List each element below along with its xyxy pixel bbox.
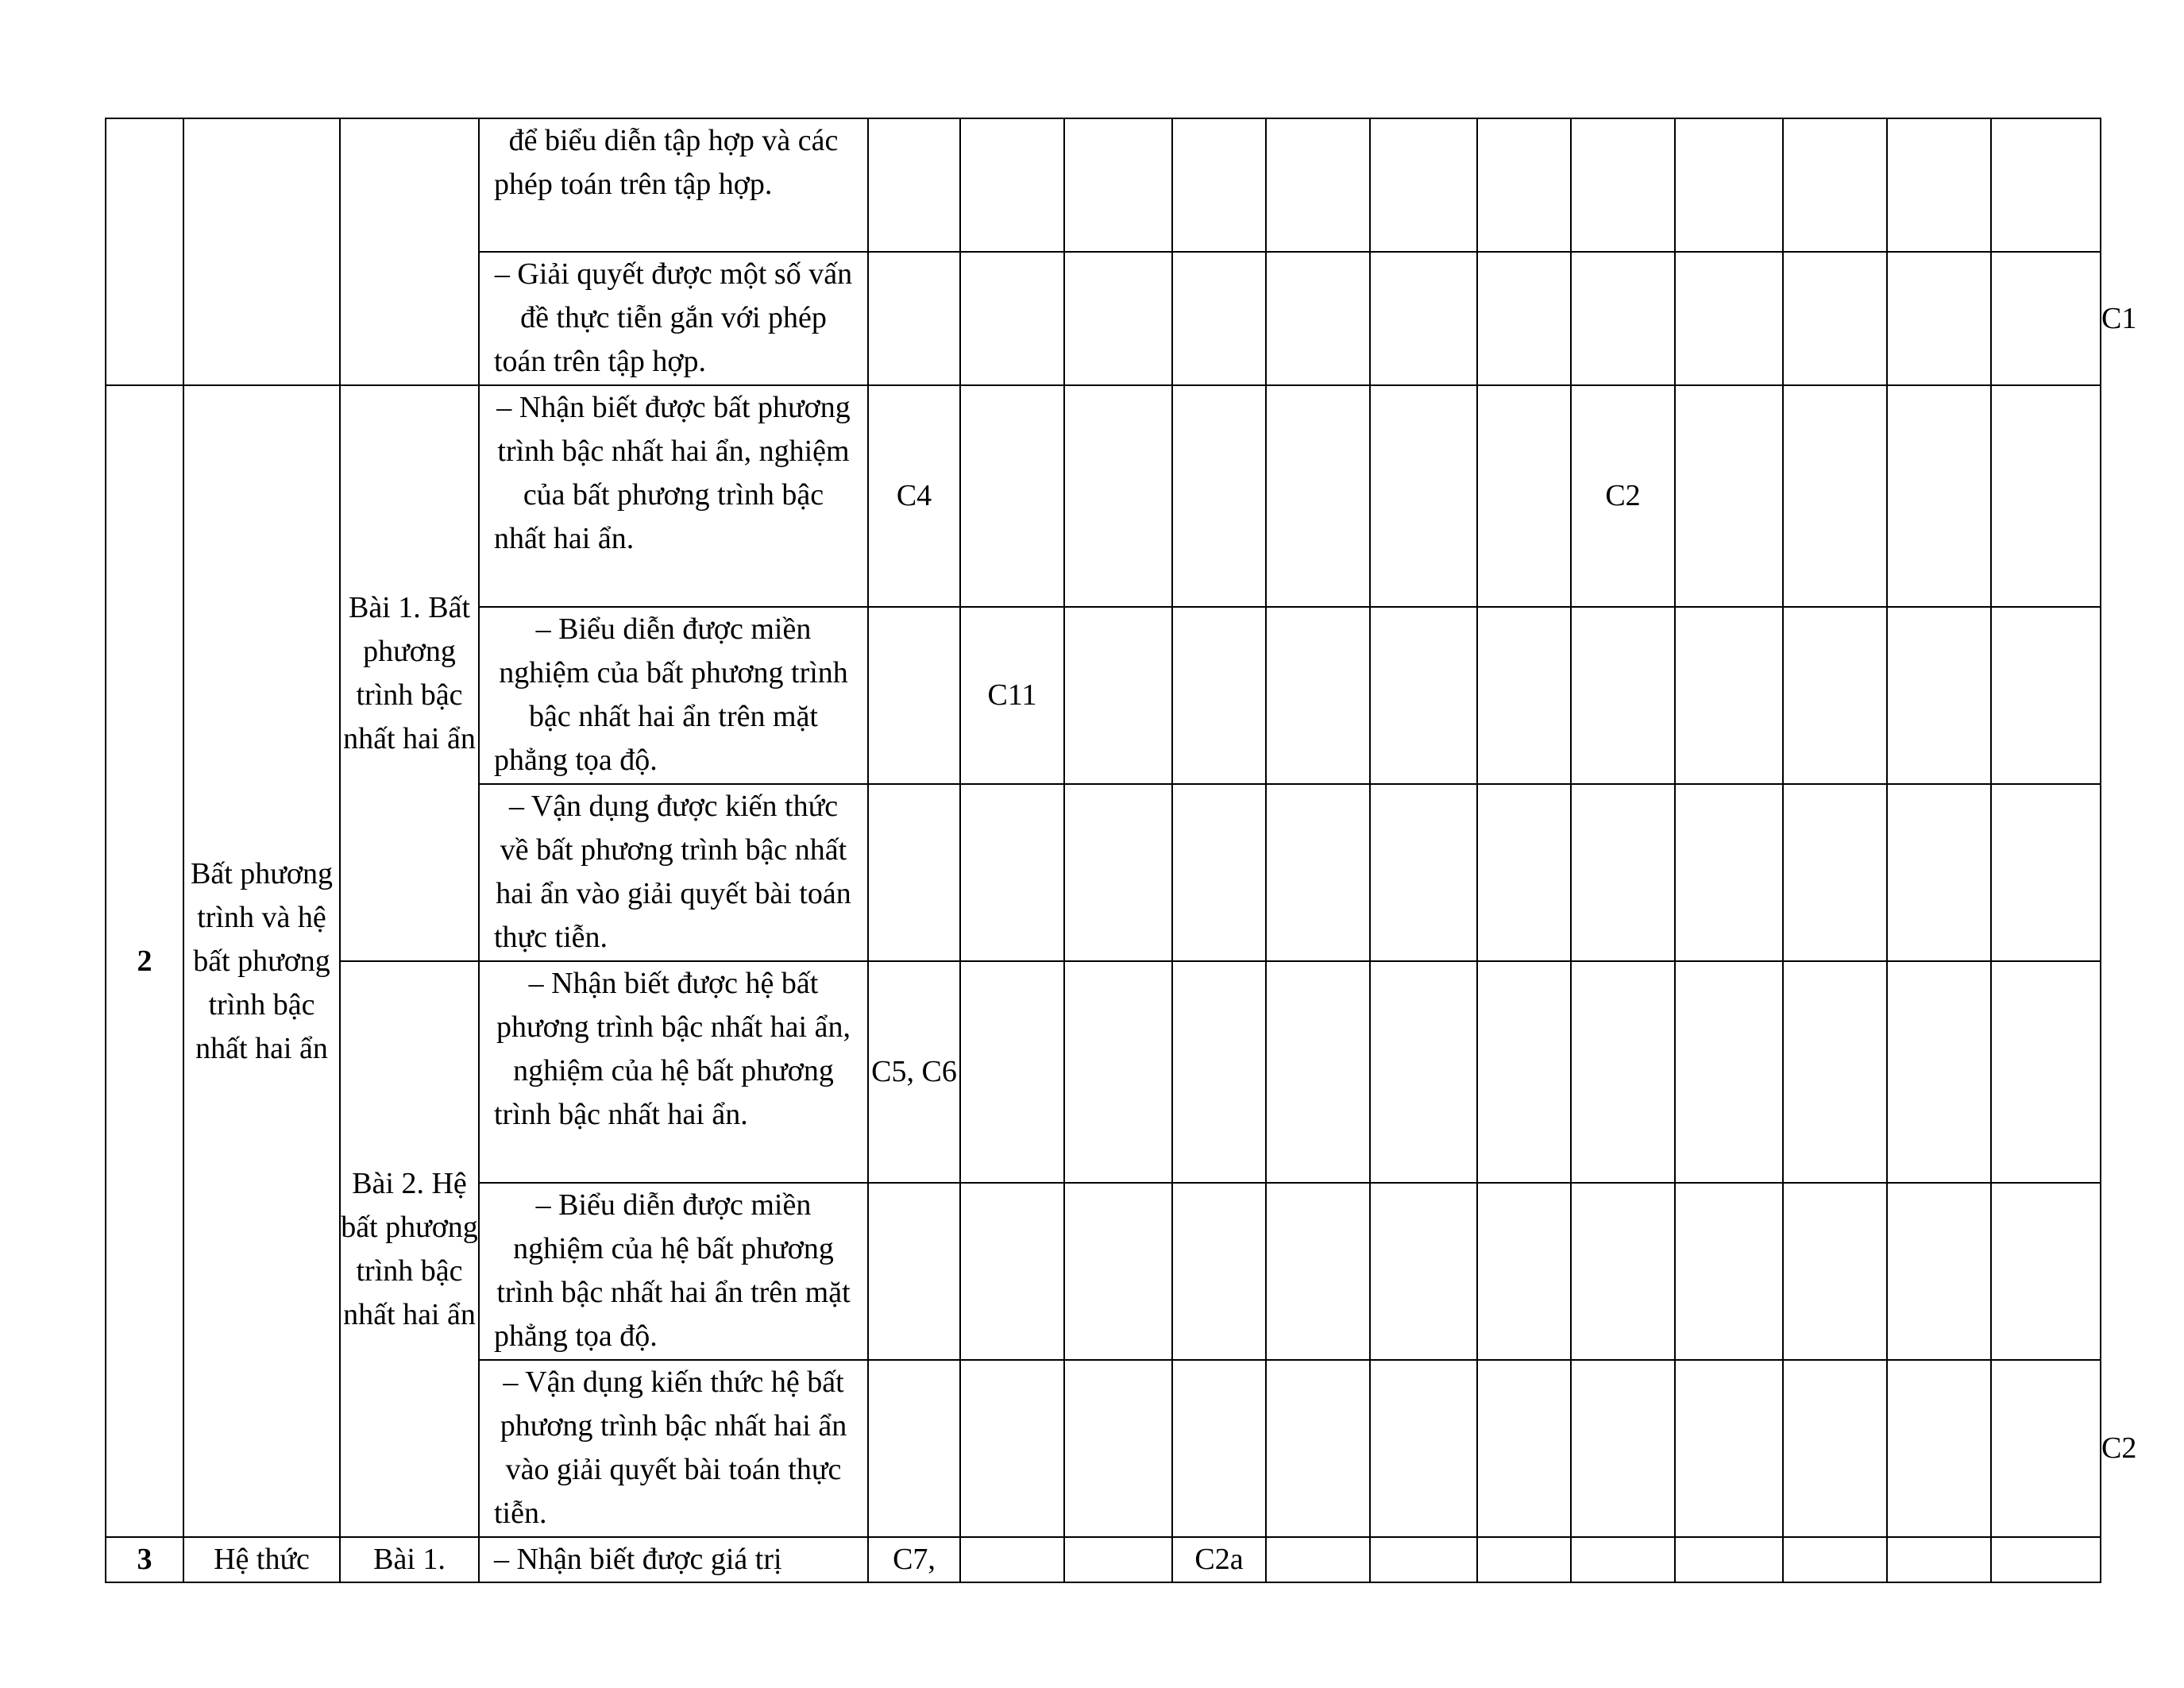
lesson-title: Bài 2. Hệ bất phương trình bậc nhất hai ẩn xyxy=(340,961,479,1537)
question-cell xyxy=(1887,1183,1991,1360)
question-cell: C11 xyxy=(960,607,1064,784)
question-cell xyxy=(1571,252,1675,385)
requirement-description: – Biểu diễn được miền nghiệm của bất phương trình bậc nhất hai ẩn trên mặt phẳng tọa độ. xyxy=(479,607,868,784)
question-cell xyxy=(1266,252,1370,385)
question-cell xyxy=(1370,1537,1477,1582)
question-cell xyxy=(1991,607,2101,784)
question-cell xyxy=(1571,784,1675,961)
question-cell xyxy=(1266,961,1370,1183)
question-cell xyxy=(960,1537,1064,1582)
question-cell xyxy=(1783,1183,1887,1360)
question-cell xyxy=(1370,118,1477,252)
question-cell xyxy=(1064,118,1172,252)
question-cell xyxy=(960,118,1064,252)
question-cell xyxy=(1477,252,1571,385)
question-cell xyxy=(1991,1537,2101,1582)
question-cell xyxy=(1887,607,1991,784)
question-cell xyxy=(1370,607,1477,784)
question-cell xyxy=(1571,1183,1675,1360)
question-cell xyxy=(960,961,1064,1183)
question-cell xyxy=(1991,385,2101,607)
question-cell: C4 xyxy=(868,385,960,607)
question-cell xyxy=(1991,1183,2101,1360)
question-cell xyxy=(960,385,1064,607)
question-cell xyxy=(1266,1360,1370,1537)
chapter-number: 2 xyxy=(106,385,183,1537)
question-cell xyxy=(1266,118,1370,252)
question-cell xyxy=(1783,961,1887,1183)
question-cell xyxy=(1675,1183,1783,1360)
question-cell xyxy=(1477,118,1571,252)
question-cell xyxy=(1675,1537,1783,1582)
table-row: – Giải quyết được một số vấn đề thực tiễn gắn với phép toán trên tập hợp. C1 xyxy=(106,252,2101,385)
question-cell xyxy=(1172,961,1266,1183)
question-cell xyxy=(1783,252,1887,385)
chapter-title: Hệ thức xyxy=(183,1537,340,1582)
question-cell xyxy=(1172,607,1266,784)
question-cell xyxy=(1783,1360,1887,1537)
question-cell xyxy=(1991,784,2101,961)
question-cell xyxy=(1266,607,1370,784)
question-cell xyxy=(1991,1360,2101,1537)
question-cell xyxy=(1887,1537,1991,1582)
chapter-title: Bất phương trình và hệ bất phương trình bậc nhất hai ẩn xyxy=(183,385,340,1537)
table-row xyxy=(106,118,2101,252)
requirement-description: – Vận dụng kiến thức hệ bất phương trình bậc nhất hai ẩn vào giải quyết bài toán thực tiễn. xyxy=(479,1360,868,1537)
question-cell xyxy=(1477,961,1571,1183)
question-cell xyxy=(1783,385,1887,607)
question-cell xyxy=(1991,252,2101,385)
question-cell xyxy=(1172,118,1266,252)
question-cell xyxy=(868,252,960,385)
question-cell xyxy=(1477,385,1571,607)
table-row xyxy=(106,961,2101,1183)
lesson-title: Bài 1. xyxy=(340,1537,479,1582)
question-cell xyxy=(1675,607,1783,784)
question-cell xyxy=(1571,118,1675,252)
question-cell xyxy=(1887,784,1991,961)
question-cell xyxy=(1064,1360,1172,1537)
requirement-description: – Nhận biết được giá trị xyxy=(479,1537,868,1582)
question-cell xyxy=(1266,1183,1370,1360)
question-cell xyxy=(1571,607,1675,784)
question-cell xyxy=(1783,1537,1887,1582)
table-row xyxy=(106,385,2101,607)
question-cell xyxy=(1783,607,1887,784)
requirement-description: để biểu diễn tập hợp và các phép toán trên tập hợp. xyxy=(479,118,868,252)
table-row xyxy=(106,1537,2101,1582)
requirement-description: – Nhận biết được bất phương trình bậc nhất hai ẩn, nghiệm của bất phương trình bậc nhất hai ẩn. xyxy=(479,385,868,607)
question-cell xyxy=(1887,252,1991,385)
question-cell xyxy=(868,607,960,784)
lesson-title-cell xyxy=(340,118,479,385)
requirement-description: – Nhận biết được hệ bất phương trình bậc nhất hai ẩn, nghiệm của hệ bất phương trình bậc nhất hai ẩn. xyxy=(479,961,868,1183)
question-cell xyxy=(1370,1360,1477,1537)
matrix-body xyxy=(106,118,2137,1582)
table-row: – Vận dụng kiến thức hệ bất phương trình bậc nhất hai ẩn vào giải quyết bài toán thực tiễn. C2 xyxy=(106,1360,2101,1537)
question-cell: C5, C6 xyxy=(868,961,960,1183)
question-cell xyxy=(1266,784,1370,961)
question-cell: C7, xyxy=(868,1537,960,1582)
question-cell xyxy=(1172,252,1266,385)
question-cell xyxy=(1477,1183,1571,1360)
question-cell xyxy=(1370,385,1477,607)
chapter-number-cell xyxy=(106,118,183,385)
question-cell: C2 xyxy=(1571,385,1675,607)
question-cell xyxy=(1675,1360,1783,1537)
question-cell xyxy=(1064,607,1172,784)
lesson-title: Bài 1. Bất phương trình bậc nhất hai ẩn xyxy=(340,385,479,961)
question-cell xyxy=(1675,252,1783,385)
question-cell xyxy=(1675,118,1783,252)
question-cell xyxy=(1887,118,1991,252)
question-cell xyxy=(868,118,960,252)
requirement-description: – Giải quyết được một số vấn đề thực tiễn gắn với phép toán trên tập hợp. xyxy=(479,252,868,385)
question-cell xyxy=(1064,252,1172,385)
requirement-description: – Vận dụng được kiến thức về bất phương trình bậc nhất hai ẩn vào giải quyết bài toán thực tiễn. xyxy=(479,784,868,961)
requirement-description: – Biểu diễn được miền nghiệm của hệ bất phương trình bậc nhất hai ẩn trên mặt phẳng tọa độ. xyxy=(479,1183,868,1360)
question-cell xyxy=(1064,961,1172,1183)
question-cell xyxy=(1887,961,1991,1183)
question-cell xyxy=(1571,1360,1675,1537)
question-cell xyxy=(1477,1360,1571,1537)
question-cell xyxy=(1991,961,2101,1183)
question-cell xyxy=(1370,252,1477,385)
question-cell xyxy=(1887,385,1991,607)
question-cell xyxy=(1571,1537,1675,1582)
question-cell xyxy=(1370,784,1477,961)
question-cell xyxy=(960,784,1064,961)
question-cell xyxy=(1675,385,1783,607)
question-cell xyxy=(1477,784,1571,961)
question-cell xyxy=(1064,1537,1172,1582)
question-cell xyxy=(1172,1360,1266,1537)
question-cell xyxy=(1887,1360,1991,1537)
question-cell xyxy=(1172,385,1266,607)
question-cell xyxy=(1064,385,1172,607)
question-cell xyxy=(868,1183,960,1360)
question-cell xyxy=(1675,961,1783,1183)
question-cell xyxy=(1266,385,1370,607)
question-cell xyxy=(960,1183,1064,1360)
question-cell xyxy=(868,784,960,961)
question-cell: C2a xyxy=(1172,1537,1266,1582)
question-cell xyxy=(1571,961,1675,1183)
question-cell xyxy=(1172,784,1266,961)
question-cell xyxy=(1477,1537,1571,1582)
question-cell xyxy=(1370,1183,1477,1360)
question-cell xyxy=(1172,1183,1266,1360)
chapter-number: 3 xyxy=(106,1537,183,1582)
question-cell xyxy=(1783,784,1887,961)
question-cell xyxy=(1064,1183,1172,1360)
question-cell xyxy=(1370,961,1477,1183)
question-cell xyxy=(960,1360,1064,1537)
question-cell xyxy=(1266,1537,1370,1582)
question-cell xyxy=(1064,784,1172,961)
question-cell xyxy=(960,252,1064,385)
chapter-title-cell xyxy=(183,118,340,385)
question-cell xyxy=(1783,118,1887,252)
question-cell xyxy=(868,1360,960,1537)
question-cell xyxy=(1991,118,2101,252)
question-cell xyxy=(1477,607,1571,784)
question-cell xyxy=(1675,784,1783,961)
assessment-matrix-table xyxy=(105,118,2137,1583)
